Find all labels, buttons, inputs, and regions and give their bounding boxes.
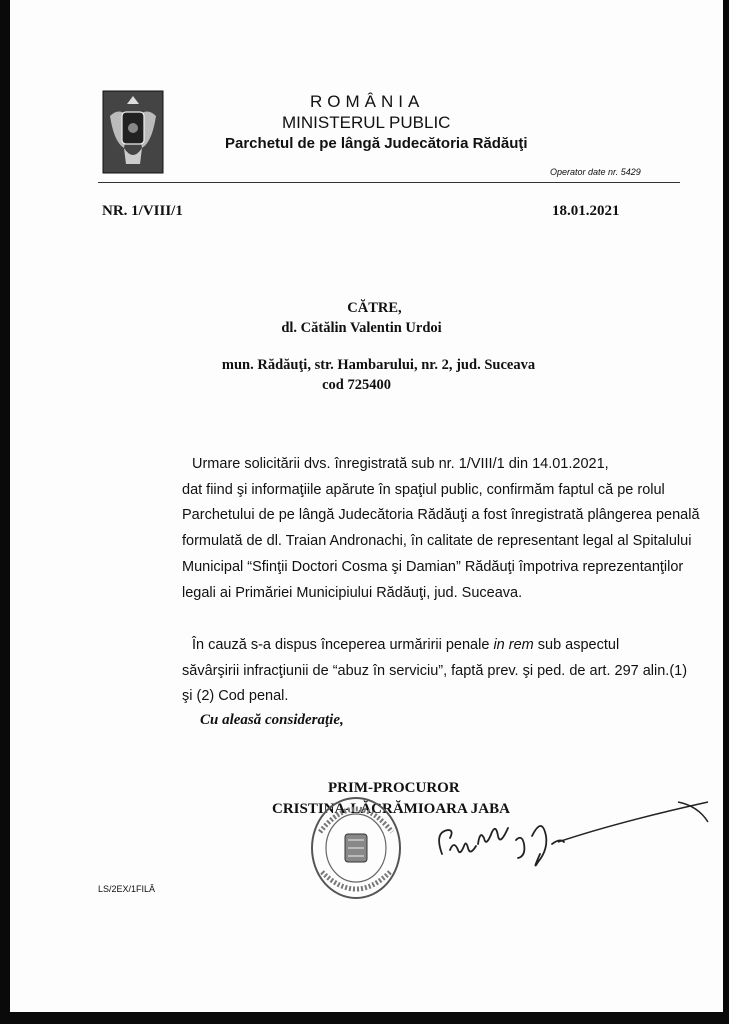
body-text-segment: În cauză s-a dispus începerea urmăririi penale — [192, 637, 494, 653]
left-border — [0, 0, 10, 1024]
body-line: Municipal “Sfinţii Doctori Cosma şi Damian” Rădăuţi împotriva reprezentanţilor — [182, 558, 684, 575]
body-text-segment: sub aspectul — [533, 637, 620, 653]
header-ministry: MINISTERUL PUBLIC — [282, 113, 451, 132]
header-divider — [98, 182, 680, 183]
body-line: şi (2) Cod penal. — [182, 688, 289, 705]
body-line: formulată de dl. Traian Andronachi, în calitate de representant legal al Spitalului — [182, 533, 692, 550]
body-line: Parchetului de pe lângă Judecătoria Rădăuţi a fost înregistrată plângerea penală — [182, 507, 700, 524]
closing-formula: Cu aleasă consideraţie, — [200, 712, 344, 728]
footer-reference: LS/2EX/1FILĂ — [98, 884, 156, 894]
document-date: 18.01.2021 — [552, 203, 620, 219]
recipient-address: mun. Rădăuţi, str. Hambarului, nr. 2, jud. Suceava — [221, 357, 536, 373]
document-page — [10, 0, 723, 1012]
recipient-postal-code: cod 725400 — [322, 377, 391, 393]
romania-coat-of-arms-icon — [102, 90, 164, 174]
body-paragraph-1 — [182, 452, 700, 606]
header-office: Parchetul de pe lângă Judecătoria Rădăuţi — [225, 135, 528, 152]
header-country: ROMÂNIA — [310, 92, 425, 111]
recipient-name: dl. Cătălin Valentin Urdoi — [281, 320, 442, 336]
signatory-title: PRIM-PROCUROR — [328, 780, 460, 796]
body-paragraph-2 — [182, 633, 688, 710]
operator-number: Operator date nr. 5429 — [550, 167, 641, 177]
handwritten-signature-icon — [428, 796, 718, 880]
body-line: dat fiind şi informaţiile apărute în spaţiul public, confirmăm faptul că pe rolul — [182, 481, 665, 498]
recipient-label: CĂTRE, — [347, 300, 402, 316]
official-stamp-icon — [308, 792, 404, 902]
body-line: Urmare solicitării dvs. înregistrată sub nr. 1/VIII/1 din 14.01.2021, — [192, 456, 609, 472]
body-line: săvârşirii infracţiunii de “abuz în serviciu”, faptă prev. şi ped. de art. 297 alin.(1) — [182, 662, 688, 679]
bottom-border — [0, 1012, 729, 1024]
body-line — [182, 633, 650, 659]
signatory-name: CRISTINA-LĂCRĂMIOARA JABA — [272, 801, 510, 817]
registration-number: NR. 1/VIII/1 — [102, 203, 183, 219]
right-border — [723, 0, 729, 1024]
body-line: legali ai Primăriei Municipiului Rădăuţi, jud. Suceava. — [182, 584, 523, 601]
body-text-italic: in rem — [493, 637, 534, 653]
